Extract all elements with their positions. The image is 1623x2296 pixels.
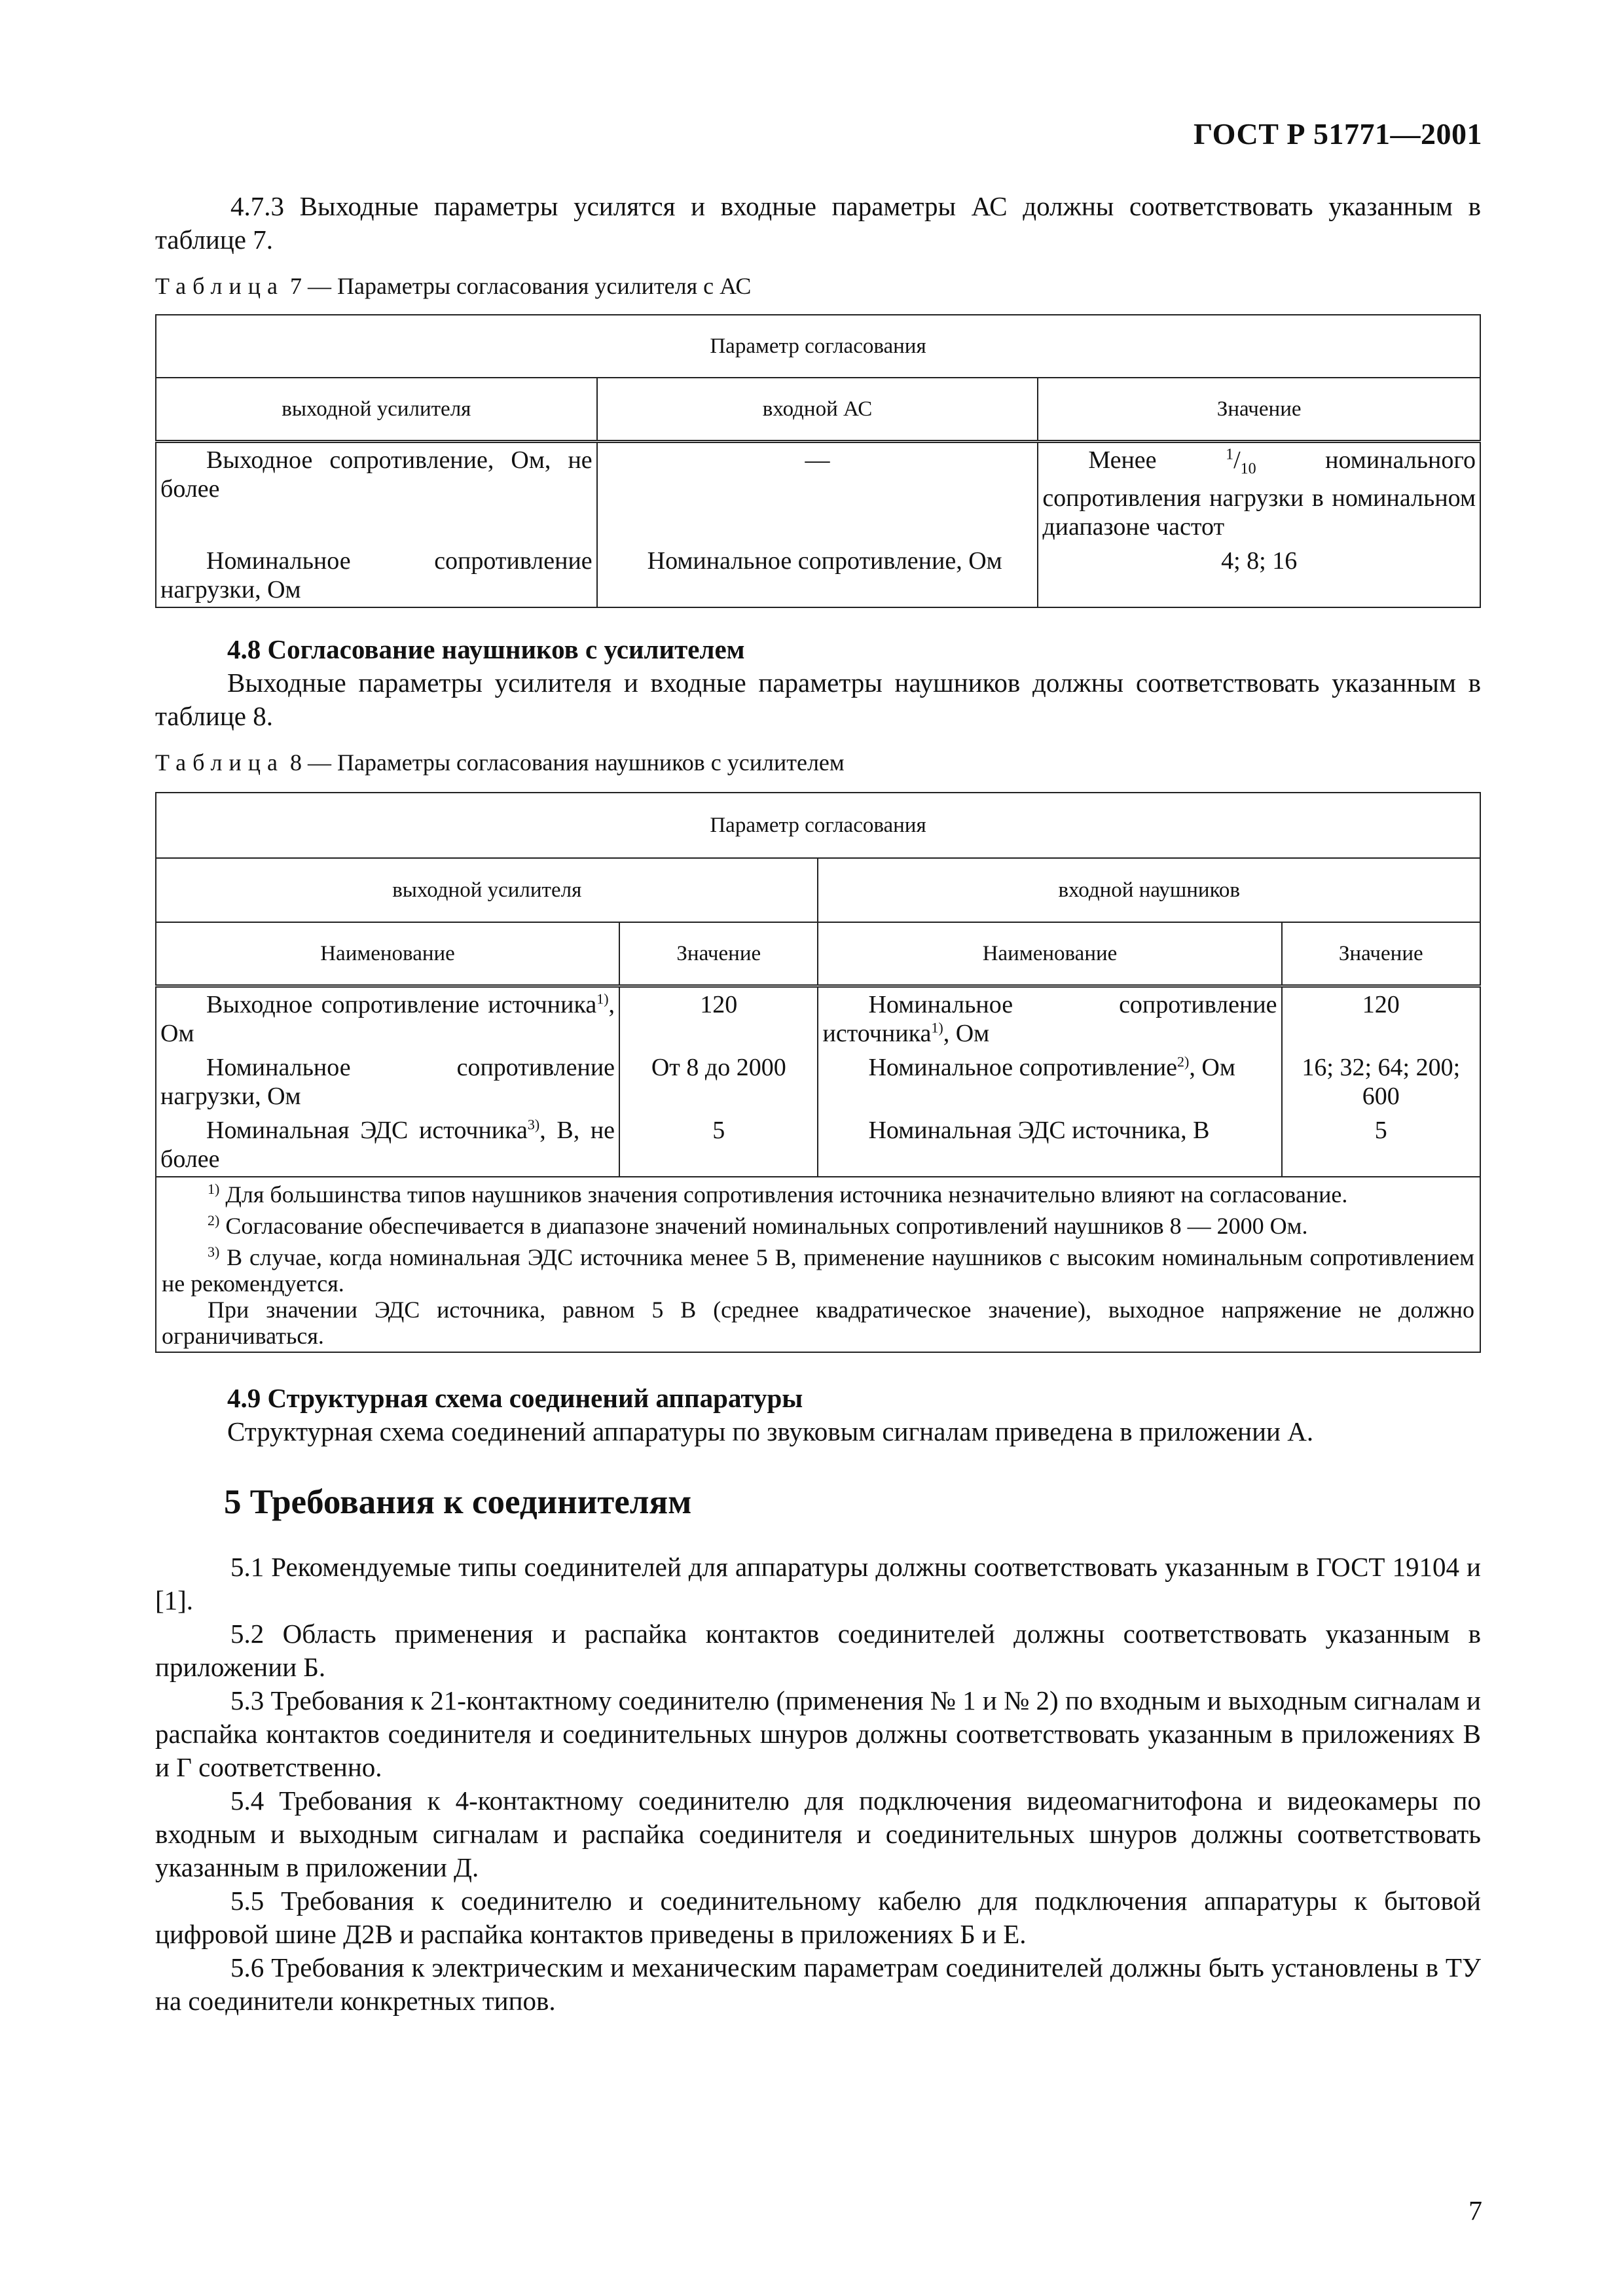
section-4-8-title: 4.8 Согласование наушников с усилителем <box>227 634 745 664</box>
standard-id: ГОСТ Р 51771—2001 <box>1194 117 1482 151</box>
table8-r3-a-name: Номинальная ЭДС источника$^{3)}$, В, не более <box>156 1113 619 1177</box>
table-row <box>156 1050 1480 1113</box>
table7-col-speaker-input: входной АС <box>597 378 1038 442</box>
paragraph-5-2: 5.2 Область применения и распайка контактов соединителей должны соответствовать указанным в приложении Б. <box>155 1618 1481 1682</box>
paragraph-5-5: 5.5 Требования к соединителю и соединительному кабелю для подключения аппаратуры к бытовой цифровой шине Д2В и распайка контактов приведены в приложениях Б и Е. <box>155 1885 1481 1949</box>
section-4-9-text: Структурная схема соединений аппаратуры по звуковым сигналам приведена в приложении А. <box>227 1416 1314 1446</box>
table8-caption-word: Таблица <box>155 749 284 776</box>
table8-note-1: $^{1)}$ Для большинства типов наушников значения сопротивления источника незначительно влияют на согласование. <box>208 1180 1348 1208</box>
table7-caption-word: Таблица <box>155 273 284 299</box>
table8-note-4: При значении ЭДС источника, равном 5 В (среднее квадратическое значение), выходное напряжение не должно ограничиваться. <box>162 1296 1474 1349</box>
table8-note-2: $^{2)}$ Согласование обеспечивается в диапазоне значений номинальных сопротивлений наушников 8 — 2000 Ом. <box>208 1211 1308 1239</box>
section-4-8-text: Выходные параметры усилителя и входные параметры наушников должны соответствовать указанным в таблице 8. <box>155 667 1481 731</box>
table7-r2-c3: 4; 8; 16 <box>1038 544 1480 607</box>
table8-note-3: $^{3)}$ В случае, когда номинальная ЭДС источника менее 5 В, применение наушников с высоким номинальным сопротивлением не рекомендуется. <box>162 1243 1474 1297</box>
table7-col-value: Значение <box>1038 378 1480 442</box>
table8-notes <box>156 1177 1480 1352</box>
table8-r1-a-name: Выходное сопротивление источника$^{1)}$, Ом <box>156 986 619 1050</box>
table7-caption <box>155 271 1481 301</box>
table8-col-name-b: Наименование <box>818 922 1281 986</box>
table-8 <box>155 792 1481 1353</box>
table8-r2-a-name: Номинальное сопротивление нагрузки, Ом <box>156 1050 619 1113</box>
table8-r3-b-name: Номинальная ЭДС источника, В <box>818 1113 1281 1177</box>
paragraph-5-4: 5.4 Требования к 4-контактному соединителю для подключения видеомагнитофона и видеокамеры по входным и выходным сигналам и распайка соединителя и соединительных шнуров должны соответствовать указанным в приложении Д. <box>155 1785 1481 1882</box>
table7-r2-c2: Номинальное сопротивление, Ом <box>597 544 1038 607</box>
table8-r2-a-value: От 8 до 2000 <box>619 1050 818 1113</box>
table8-r1-b-value: 120 <box>1282 986 1480 1050</box>
table7-r1-c3: Менее $^1/_{10}$ номинального сопротивления нагрузки в номинальном диапазоне частот <box>1038 442 1480 544</box>
paragraph-5-3: 5.3 Требования к 21-контактному соединителю (применения № 1 и № 2) по входным и выходным сигналам и распайка контактов соединителя и соединительных шнуров должны соответствовать указанным в приложениях В и Г соответственно. <box>155 1685 1481 1782</box>
table7-col-amplifier-output: выходной усилителя <box>156 378 597 442</box>
table8-r3-b-value: 5 <box>1282 1113 1480 1177</box>
table8-r2-b-name: Номинальное сопротивление$^{2)}$, Ом <box>818 1050 1281 1113</box>
paragraph-5-1: 5.1 Рекомендуемые типы соединителей для аппаратуры должны соответствовать указанным в ГОСТ 19104 и [1]. <box>155 1551 1481 1615</box>
table8-r1-a-value: 120 <box>619 986 818 1050</box>
section-5-title: 5 Требования к соединителям <box>224 1482 692 1521</box>
table8-group-header: Параметр согласования <box>156 793 1480 858</box>
section-4-9-title: 4.9 Структурная схема соединений аппаратуры <box>227 1382 803 1413</box>
table-row <box>156 986 1480 1050</box>
table8-col-name-a: Наименование <box>156 922 619 986</box>
table7-r1-c1: Выходное сопротивление, Ом, не более <box>156 442 597 544</box>
table8-r1-b-name: Номинальное сопротивление источника$^{1)}$, Ом <box>818 986 1281 1050</box>
table8-sub-amplifier-output: выходной усилителя <box>156 858 818 922</box>
table8-r3-a-value: 5 <box>619 1113 818 1177</box>
table7-caption-text: 7 — Параметры согласования усилителя с АС <box>283 273 752 299</box>
page-number: 7 <box>1468 2197 1482 2227</box>
table-row <box>156 442 1480 544</box>
table8-sub-headphones-input: входной наушников <box>818 858 1480 922</box>
table-row <box>156 544 1480 607</box>
table7-group-header: Параметр согласования <box>156 315 1480 378</box>
table8-col-value-a: Значение <box>619 922 818 986</box>
table8-col-value-b: Значение <box>1282 922 1480 986</box>
table7-r1-c2: — <box>597 442 1038 544</box>
table-row <box>156 1113 1480 1177</box>
page-content <box>155 190 1481 2018</box>
table-7 <box>155 314 1481 608</box>
table8-caption <box>155 747 1481 778</box>
table8-r2-b-value: 16; 32; 64; 200; 600 <box>1282 1050 1480 1113</box>
paragraph-5-6: 5.6 Требования к электрическим и механическим параметрам соединителей должны быть установлены в ТУ на соединители конкретных типов. <box>155 1952 1481 2016</box>
table7-r2-c1: Номинальное сопротивление нагрузки, Ом <box>156 544 597 607</box>
paragraph-4-7-3: 4.7.3 Выходные параметры усилятся и входные параметры АС должны соответствовать указанным в таблице 7. <box>155 191 1481 255</box>
table8-caption-text: 8 — Параметры согласования наушников с усилителем <box>283 749 845 776</box>
